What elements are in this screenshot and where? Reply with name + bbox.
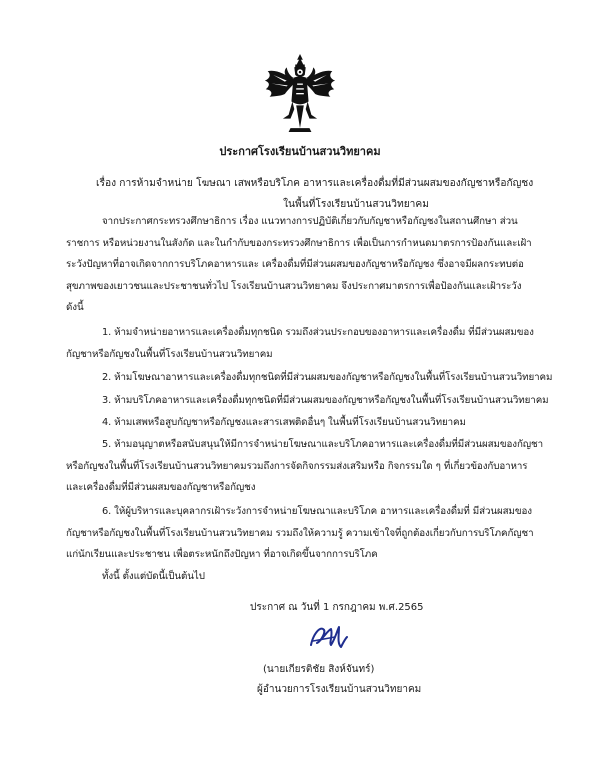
subject-line: ในพื้นที่โรงเรียนบ้านสวนวิทยาคม: [283, 199, 429, 210]
effective-statement: [66, 566, 546, 588]
measure-item-1: [66, 322, 546, 365]
signer-position: ผู้อำนวยการโรงเรียนบ้านสวนวิทยาคม: [257, 684, 422, 695]
paragraph-line: ระวังปัญหาที่อาจเกิดจากการบริโภคอาหารและ เครื่องดื่มที่มีส่วนผสมของกัญชาหรือกัญชง ซึ่งอาจมีผลกระทบต่อ: [66, 259, 524, 270]
subject-line: เรื่อง การห้ามจำหน่าย โฆษณา เสพหรือบริโภค อาหารและเครื่องดื่มที่มีส่วนผสมของกัญชาหรือกัญชง: [96, 178, 534, 189]
paragraph-line: กัญชาหรือกัญชงในพื้นที่โรงเรียนบ้านสวนวิทยาคม รวมถึงให้ความรู้ ความเข้าใจที่ถูกต้องเกี่ยวกับการบริโภคกัญชา: [66, 527, 534, 539]
paragraph-line: และเครื่องดื่มที่มีส่วนผสมของกัญชาหรือกัญชง: [66, 482, 256, 493]
paragraph-line: 4. ห้ามเสพหรือสูบกัญชาหรือกัญชงและสารเสพติดอื่นๆ ในพื้นที่โรงเรียนบ้านสวนวิทยาคม: [102, 417, 466, 428]
paragraph-line: สุขภาพของเยาวชนและประชาชนทั่วไป โรงเรียนบ้านสวนวิทยาคม จึงประกาศมาตรการเพื่อป้องกันและเฝ้าระวัง: [66, 280, 522, 292]
measure-item-5: [66, 434, 546, 499]
announcement-date: ประกาศ ณ วันที่ 1 กรกฎาคม พ.ศ.2565: [250, 602, 424, 613]
measure-item-3: [66, 390, 549, 412]
paragraph-line: ราชการ หรือหน่วยงานในสังกัด และในกำกับของกระทรวงศึกษาธิการ เพื่อเป็นการกำหนดมาตรการป้องกันและเฝ้า: [66, 237, 532, 249]
intro-paragraph: [66, 211, 546, 319]
paragraph-line: กัญชาหรือกัญชงในพื้นที่โรงเรียนบ้านสวนวิทยาคม: [66, 348, 273, 360]
handwritten-signature: [305, 621, 349, 651]
paragraph-line: ทั้งนี้ ตั้งแต่บัดนี้เป็นต้นไป: [102, 571, 205, 582]
paragraph-line: 2. ห้ามโฆษณาอาหารและเครื่องดื่มทุกชนิดที่มีส่วนผสมของกัญชาหรือกัญชงในพื้นที่โรงเรียนบ้านสวนวิทยาคม: [102, 372, 553, 383]
signer-name: (นายเกียรติชัย สิงห์จันทร์): [263, 664, 375, 675]
measure-item-6: [66, 501, 546, 566]
paragraph-line: 1. ห้ามจำหน่ายอาหารและเครื่องดื่มทุกชนิด รวมถึงส่วนประกอบของอาหารและเครื่องดื่ม ที่มีส่วนผสมของ: [102, 327, 534, 338]
paragraph-line: 3. ห้ามบริโภคอาหารและเครื่องดื่มทุกชนิดที่มีส่วนผสมของกัญชาหรือกัญชงในพื้นที่โรงเรียนบ้านสวนวิทยาคม: [102, 395, 549, 406]
paragraph-line: จากประกาศกระทรวงศึกษาธิการ เรื่อง แนวทางการปฏิบัติเกี่ยวกับกัญชาหรือกัญชงในสถานศึกษา ส่วน: [102, 216, 518, 227]
paragraph-line: หรือกัญชงในพื้นที่โรงเรียนบ้านสวนวิทยาคมรวมถึงการจัดกิจกรรมส่งเสริมหรือ กิจกรรมใด ๆ ที่เกี่ยวข้องกับอาหาร: [66, 460, 528, 472]
paragraph-line: 6. ให้ผู้บริหารและบุคลากรเฝ้าระวังการจำหน่ายโฆษณาและบริโภค อาหารและเครื่องดื่มที่ มีส่วนผสมของ: [102, 506, 532, 517]
paragraph-line: แก่นักเรียนและประชาชน เพื่อตระหนักถึงปัญหา ที่อาจเกิดขึ้นจากการบริโภค: [66, 549, 378, 560]
announcement-subject: [96, 173, 566, 215]
announcement-title: ประกาศโรงเรียนบ้านสวนวิทยาคม: [219, 145, 381, 158]
paragraph-line: ดังนี้: [66, 302, 84, 313]
measure-item-4: [66, 412, 546, 434]
paragraph-line: 5. ห้ามอนุญาตหรือสนับสนุนให้มีการจำหน่ายโฆษณาและบริโภคอาหารและเครื่องดื่มที่มีส่วนผสมของกัญชา: [102, 439, 543, 450]
garuda-emblem-icon: [262, 52, 338, 134]
measure-item-2: [66, 367, 553, 389]
